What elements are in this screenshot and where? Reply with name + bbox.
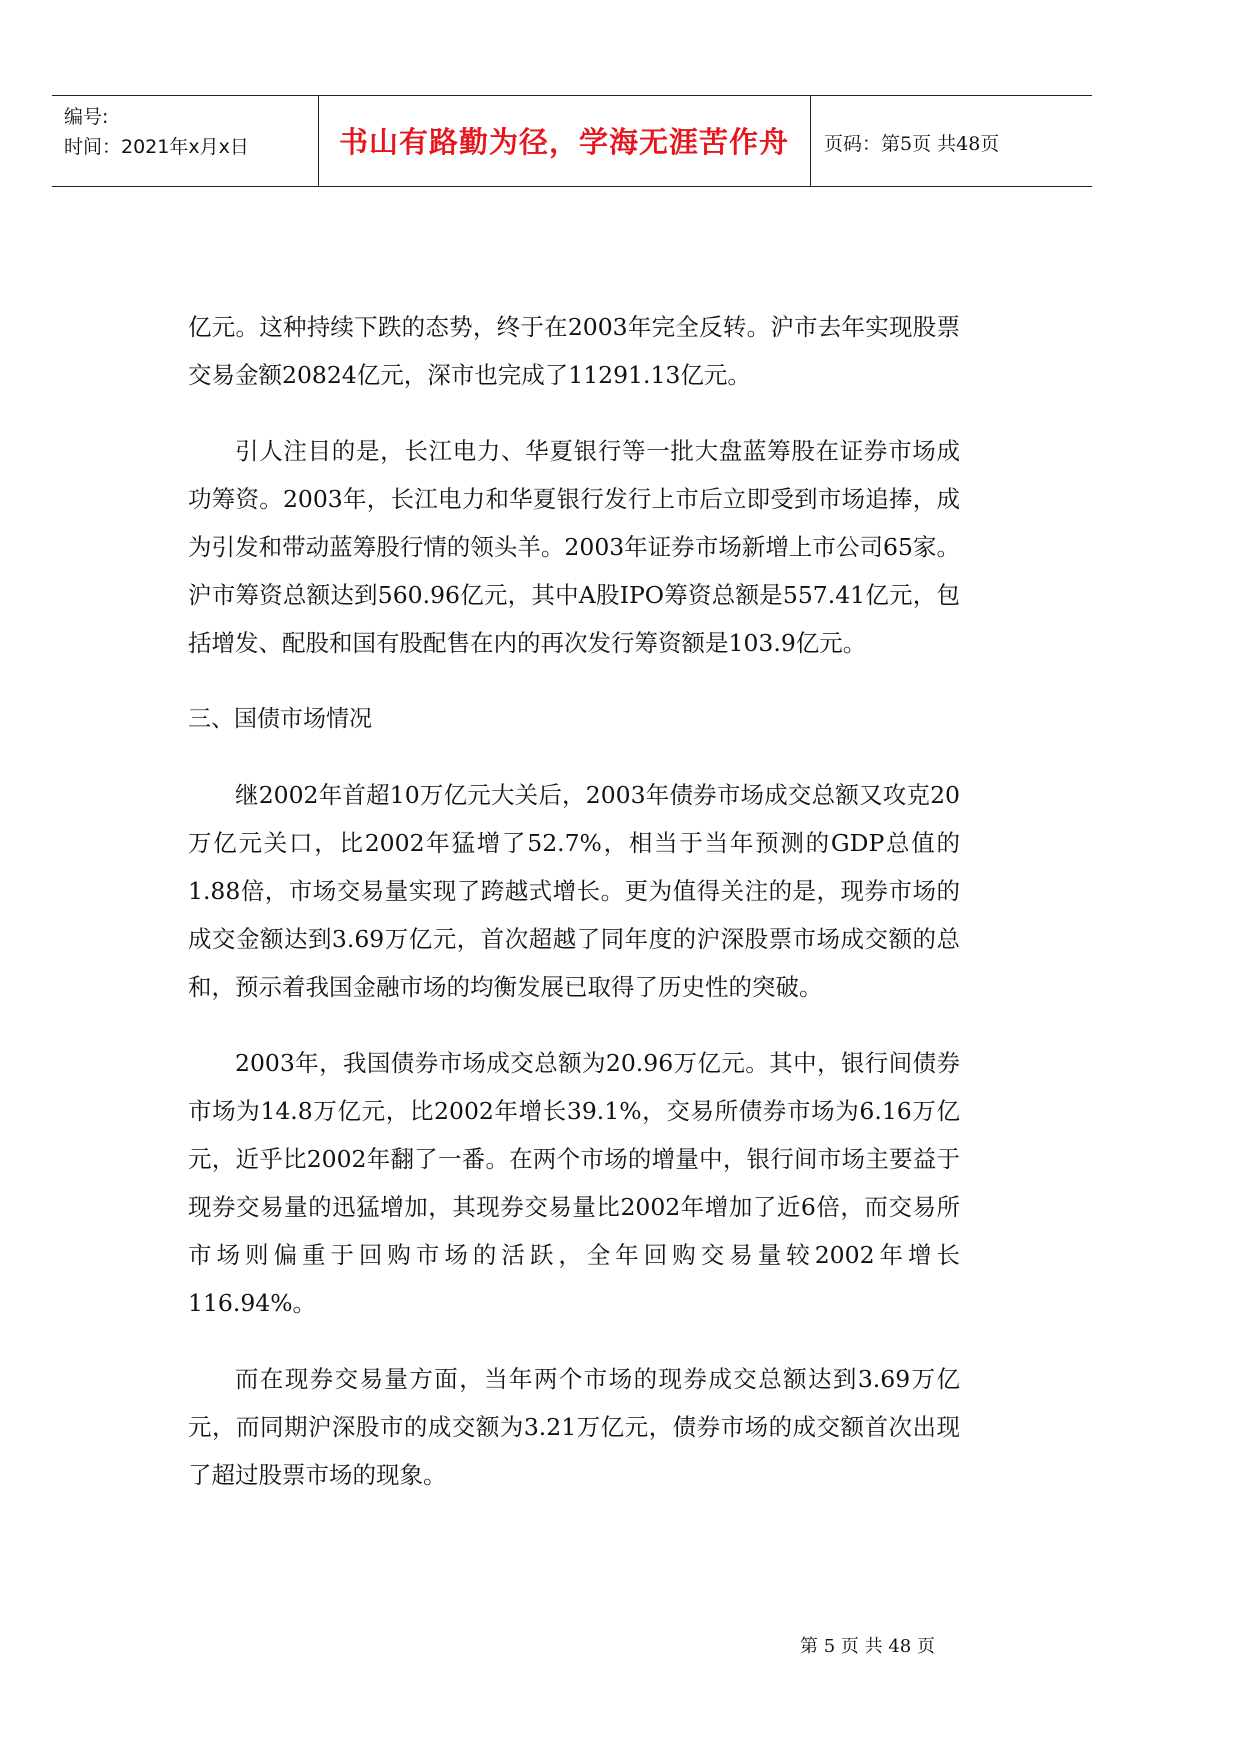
page-footer-number: 第 5 页 共 48 页 xyxy=(800,1636,935,1657)
document-time-label: 时间：2021年x月x日 xyxy=(64,136,249,158)
paragraph-1: 亿元。这种持续下跌的态势，终于在2003年完全反转。沪市去年实现股票交易金额20824亿元，深市也完成了11291.13亿元。 xyxy=(188,313,960,389)
paragraph-2: 引人注目的是，长江电力、华夏银行等一批大盘蓝筹股在证券市场成功筹资。2003年，长江电力和华夏银行发行上市后立即受到市场追捧，成为引发和带动蓝筹股行情的领头羊。2003年证券市场新增上市公司65家。沪市筹资总额达到560.96亿元，其中A股IPO筹资总额是557.41亿元，包括增发、配股和国有股配售在内的再次发行筹资额是103.9亿元。 xyxy=(188,437,960,657)
paragraph-3: 继2002年首超10万亿元大关后，2003年债券市场成交总额又攻克20万亿元关口，比2002年猛增了52.7%，相当于当年预测的GDP总值的1.88倍，市场交易量实现了跨越式增长。更为值得关注的是，现券市场的成交金额达到3.69万亿元，首次超越了同年度的沪深股票市场成交额的总和，预示着我国金融市场的均衡发展已取得了历史性的突破。 xyxy=(188,781,960,1001)
paragraph-5: 而在现券交易量方面，当年两个市场的现券成交总额达到3.69万亿元，而同期沪深股市的成交额为3.21万亿元，债券市场的成交额首次出现了超过股票市场的现象。 xyxy=(188,1365,960,1489)
document-number-label: 编号: xyxy=(64,106,109,128)
paragraph-4: 2003年，我国债券市场成交总额为20.96万亿元。其中，银行间债券市场为14.8万亿元，比2002年增长39.1%，交易所债券市场为6.16万亿元，近乎比2002年翻了一番。在两个市场的增量中，银行间市场主要益于现券交易量的迅猛增加，其现券交易量比2002年增加了近6倍，而交易所市场则偏重于回购市场的活跃，全年回购交易量较2002年增长116.94%。 xyxy=(188,1049,960,1317)
header-page-info: 页码：第5页 共48页 xyxy=(824,133,1000,155)
header-motto: 书山有路勤为径，学海无涯苦作舟 xyxy=(338,125,789,159)
section-heading-bond-market: 三、国债市场情况 xyxy=(188,706,372,732)
document-body xyxy=(188,303,960,1527)
page-header xyxy=(52,95,1092,187)
header-divider-right xyxy=(810,96,811,186)
